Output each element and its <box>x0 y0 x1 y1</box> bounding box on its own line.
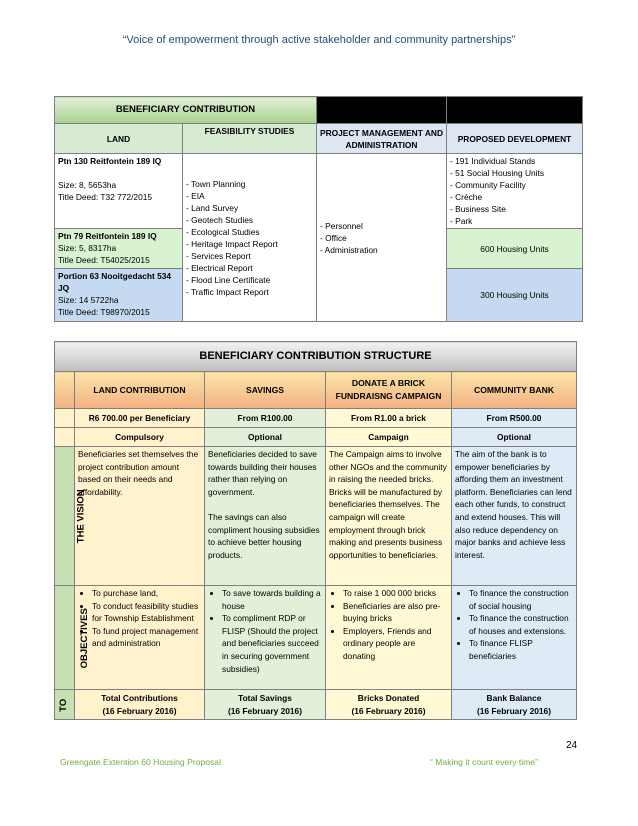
management-item: - Personnel <box>320 220 363 231</box>
feasibility-item: - Electrical Report <box>186 262 253 273</box>
development-list <box>447 154 583 229</box>
header-donate-brick: DONATE A BRICK FUNDRAISNG CAMPAIGN <box>326 372 452 409</box>
header-quote: “Voice of empowerment through active stakeholder and community partnerships” <box>122 34 516 46</box>
beneficiary-contribution-structure-table <box>54 341 577 720</box>
objectives-label: OBJECTIVES <box>55 586 75 690</box>
objective-item: • To raise 1 000 000 bricks <box>343 587 448 600</box>
land-name: Portion 63 Nooitgedacht 534 JQ <box>58 271 172 293</box>
feasibility-list <box>183 154 317 322</box>
total-savings: Total Savings (16 February 2016) <box>205 690 326 720</box>
type-bank: Optional <box>452 428 577 447</box>
type-brick: Campaign <box>326 428 452 447</box>
vision-brick: The Campaign aims to involve other NGOs and the community in raising the needed bricks. Bricks will be manufactured by beneficiaries themselves. The campaign will create employment through brick making and presents business opportunities to beneficiaries. <box>326 447 452 586</box>
footer-right: “ Making it count every time” <box>430 757 538 767</box>
amount-brick: From R1.00 a brick <box>326 409 452 428</box>
land-deed: Title Deed: T98970/2015 <box>58 307 150 317</box>
corner-cell <box>55 372 75 409</box>
vision-land: Beneficiaries set themselves the project contribution amount based on their needs and affordability. <box>75 447 205 586</box>
feasibility-item: - Land Survey <box>186 202 239 213</box>
objective-item: • Employers, Friends and ordinary people are donating <box>343 625 448 663</box>
black-band <box>317 97 447 124</box>
development-item: - 191 Individual Stands <box>450 156 536 166</box>
table1-title: BENEFICIARY CONTRIBUTION <box>55 97 317 124</box>
land-parcel-2 <box>55 229 183 269</box>
feasibility-item: - Services Report <box>186 250 251 261</box>
feasibility-item: - Flood Line Certificate <box>186 274 271 285</box>
development-item: - Park <box>450 216 473 226</box>
development-item: - Community Facility <box>450 180 526 190</box>
vision-bank: The aim of the bank is to empower beneficiaries by affording them an investment platform. Beneficiaries can lend each other funds, to construct and extend houses. This will also reduce dependency on major banks and achieve less interest. <box>452 447 577 586</box>
feasibility-item: - Ecological Studies <box>186 226 260 237</box>
housing-units-300: 300 Housing Units <box>447 269 583 322</box>
vision-savings: Beneficiaries decided to save towards building their houses rather than relying on government. The savings can also compliment housing subsidies to achieve better housing products. <box>205 447 326 586</box>
header-community-bank: COMMUNITY BANK <box>452 372 577 409</box>
objectives-savings <box>205 586 326 690</box>
management-item: - Administration <box>320 244 378 255</box>
total-contributions: Total Contributions (16 February 2016) <box>75 690 205 720</box>
land-size: Size: 5, 8317ha <box>58 243 117 253</box>
beneficiary-contribution-table <box>54 96 583 322</box>
feasibility-item: - Traffic Impact Report <box>186 286 269 297</box>
objective-item: • To finance the construction of houses and extensions. <box>469 612 573 637</box>
management-list <box>317 154 447 322</box>
land-size: Size: 8, 5653ha <box>58 180 117 190</box>
header-land: LAND <box>55 124 183 154</box>
land-name: Ptn 130 Reitfontein 189 IQ <box>58 156 162 166</box>
housing-units-600: 600 Housing Units <box>447 229 583 269</box>
feasibility-item: - Town Planning <box>186 178 246 189</box>
bank-balance: Bank Balance (16 February 2016) <box>452 690 577 720</box>
development-item: - Business Site <box>450 204 506 214</box>
objective-item: • To finance FLISP beneficiaries <box>469 637 573 662</box>
objective-item: • To fund project management and administration <box>92 625 201 650</box>
header-land-contribution: LAND CONTRIBUTION <box>75 372 205 409</box>
land-deed: Title Deed: T54025/2015 <box>58 255 150 265</box>
type-savings: Optional <box>205 428 326 447</box>
amount-savings: From R100.00 <box>205 409 326 428</box>
amount-land: R6 700.00 per Beneficiary <box>75 409 205 428</box>
land-deed: Title Deed: T32 772/2015 <box>58 192 153 202</box>
land-parcel-1 <box>55 154 183 229</box>
objectives-land <box>75 586 205 690</box>
land-size: Size: 14 5722ha <box>58 295 119 305</box>
corner-cell <box>55 409 75 428</box>
objective-item: • To finance the construction of social housing <box>469 587 573 612</box>
footer-left: Greengate Extention 60 Housing Proposal <box>60 757 221 767</box>
totals-label: TO <box>55 690 75 720</box>
vision-label: THE VISION <box>55 447 75 586</box>
page-number: 24 <box>566 740 578 751</box>
management-item: - Office <box>320 232 347 243</box>
corner-cell <box>55 428 75 447</box>
feasibility-item: - EIA <box>186 190 205 201</box>
development-item: - 51 Social Housing Units <box>450 168 545 178</box>
land-name: Ptn 79 Reitfontein 189 IQ <box>58 231 157 241</box>
black-band <box>447 97 583 124</box>
table2-title: BENEFICIARY CONTRIBUTION STRUCTURE <box>55 342 577 372</box>
objective-item: • Beneficiaries are also pre-buying bricks <box>343 600 448 625</box>
development-item: - Crèche <box>450 192 483 202</box>
objectives-brick <box>326 586 452 690</box>
type-land: Compulsory <box>75 428 205 447</box>
bricks-donated: Bricks Donated (16 February 2016) <box>326 690 452 720</box>
amount-bank: From R500.00 <box>452 409 577 428</box>
objective-item: • To save towards building a house <box>222 587 322 612</box>
header-development: PROPOSED DEVELOPMENT <box>447 124 583 154</box>
header-savings: SAVINGS <box>205 372 326 409</box>
feasibility-item: - Heritage Impact Report <box>186 238 278 249</box>
objective-item: • To conduct feasibility studies for Township Establishment <box>92 600 201 625</box>
header-feasibility: FEASIBILITY STUDIES <box>183 124 317 154</box>
objective-item: • To purchase land, <box>92 587 201 600</box>
objective-item: • To compliment RDP or FLISP (Should the project and beneficiaries succeed in securing government subsidies) <box>222 612 322 675</box>
land-parcel-3 <box>55 269 183 322</box>
objectives-bank <box>452 586 577 690</box>
header-management: PROJECT MANAGEMENT AND ADMINISTRATION <box>317 124 447 154</box>
feasibility-item: - Geotech Studies <box>186 214 254 225</box>
